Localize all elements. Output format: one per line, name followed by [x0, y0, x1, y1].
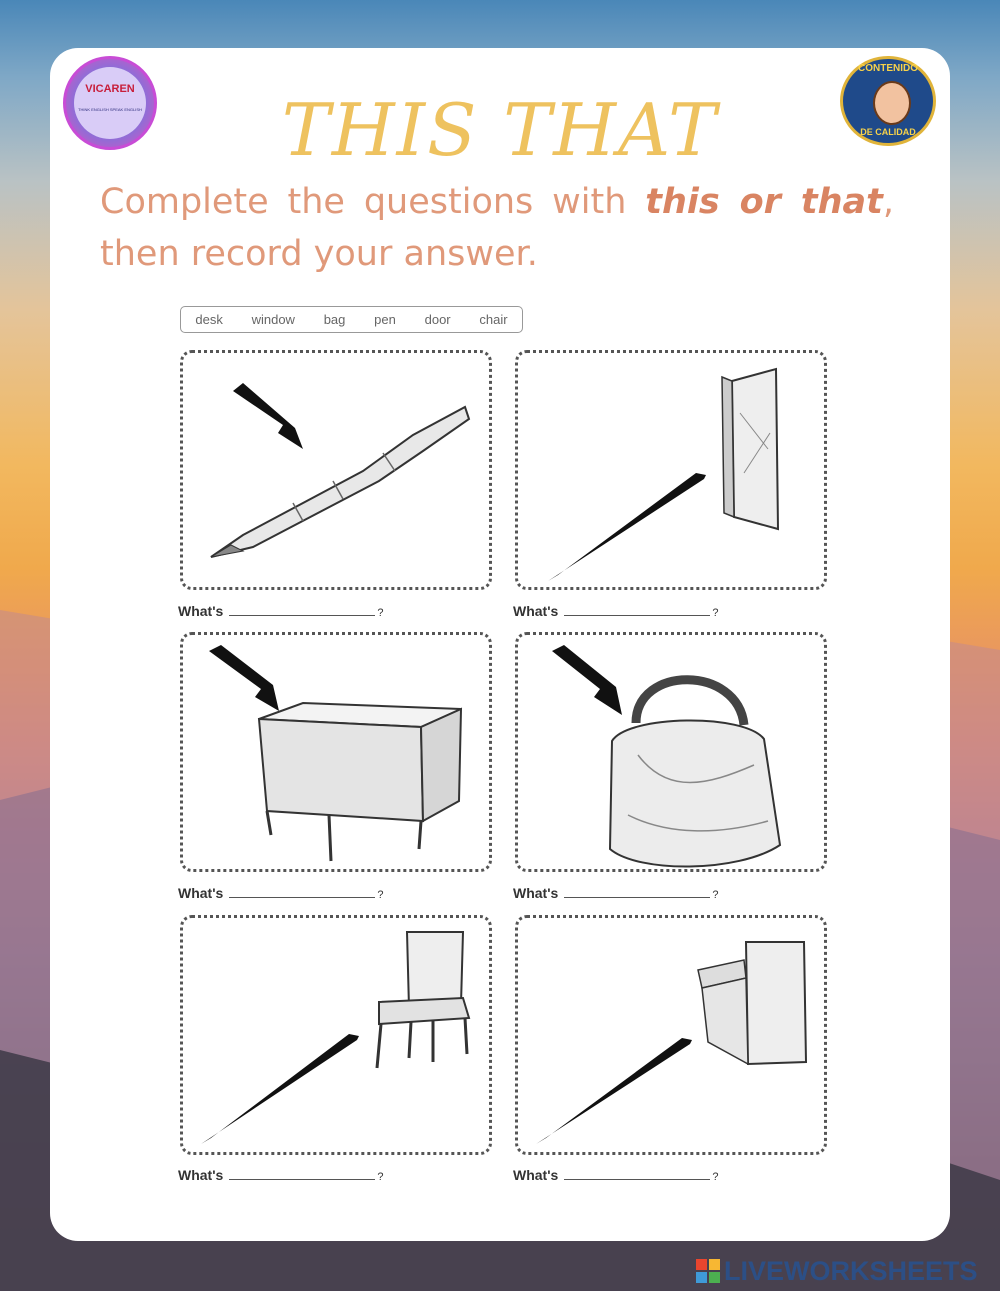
- instructions-part1: Complete the questions with: [100, 182, 646, 222]
- question-caption: [178, 885, 383, 901]
- door-illustration: [518, 353, 830, 593]
- caption-text: What's: [178, 885, 224, 901]
- liveworksheets-watermark[interactable]: [696, 1256, 978, 1286]
- question-caption: [513, 1167, 718, 1183]
- question-mark: ?: [377, 889, 384, 901]
- panel-bag: [515, 632, 827, 872]
- instructions: [100, 176, 894, 280]
- logo-left-brand: VICAREN: [85, 83, 135, 95]
- caption-text: What's: [178, 1167, 224, 1183]
- chair-illustration: [183, 918, 495, 1158]
- question-mark: ?: [377, 607, 384, 619]
- panel-desk: [180, 632, 492, 872]
- logo-left-tagline: THINK ENGLISH SPEAK ENGLISH: [78, 107, 142, 112]
- badge-top-text: CONTENIDO: [858, 63, 918, 74]
- word-bank: [180, 306, 523, 333]
- answer-line[interactable]: [564, 897, 710, 898]
- question-mark: ?: [712, 1171, 719, 1183]
- instructions-emphasis: this or that: [645, 182, 883, 222]
- liveworksheets-icon: [696, 1259, 720, 1283]
- question-mark: ?: [712, 607, 719, 619]
- question-caption: [178, 1167, 383, 1183]
- bag-illustration: [518, 635, 830, 875]
- answer-line[interactable]: [564, 1179, 710, 1180]
- panel-chair: [180, 915, 492, 1155]
- caption-text: What's: [178, 603, 224, 619]
- word-bank-item: door: [424, 312, 451, 327]
- desk-illustration: [183, 635, 495, 875]
- page-title: THIS THAT: [281, 88, 719, 172]
- answer-line[interactable]: [229, 1179, 375, 1180]
- question-mark: ?: [712, 889, 719, 901]
- answer-line[interactable]: [564, 615, 710, 616]
- instructions-part2: , then record your answer.: [100, 182, 894, 274]
- question-caption: [513, 885, 718, 901]
- question-caption: [513, 603, 718, 619]
- caption-text: What's: [513, 1167, 559, 1183]
- pen-illustration: [183, 353, 495, 593]
- window-illustration: [518, 918, 830, 1158]
- question-mark: ?: [377, 1171, 384, 1183]
- word-bank-item: window: [251, 312, 295, 327]
- badge-bottom-text: DE CALIDAD: [860, 127, 916, 137]
- word-bank-item: chair: [479, 312, 508, 327]
- panel-window: [515, 915, 827, 1155]
- answer-line[interactable]: [229, 615, 375, 616]
- caption-text: What's: [513, 603, 559, 619]
- question-caption: [178, 603, 383, 619]
- word-bank-item: pen: [374, 312, 396, 327]
- watermark-text: LIVEWORKSHEETS: [724, 1255, 978, 1286]
- caption-text: What's: [513, 885, 559, 901]
- word-bank-item: bag: [323, 312, 346, 327]
- word-bank-item: desk: [195, 312, 223, 327]
- answer-line[interactable]: [229, 897, 375, 898]
- panel-pen: [180, 350, 492, 590]
- panel-door: [515, 350, 827, 590]
